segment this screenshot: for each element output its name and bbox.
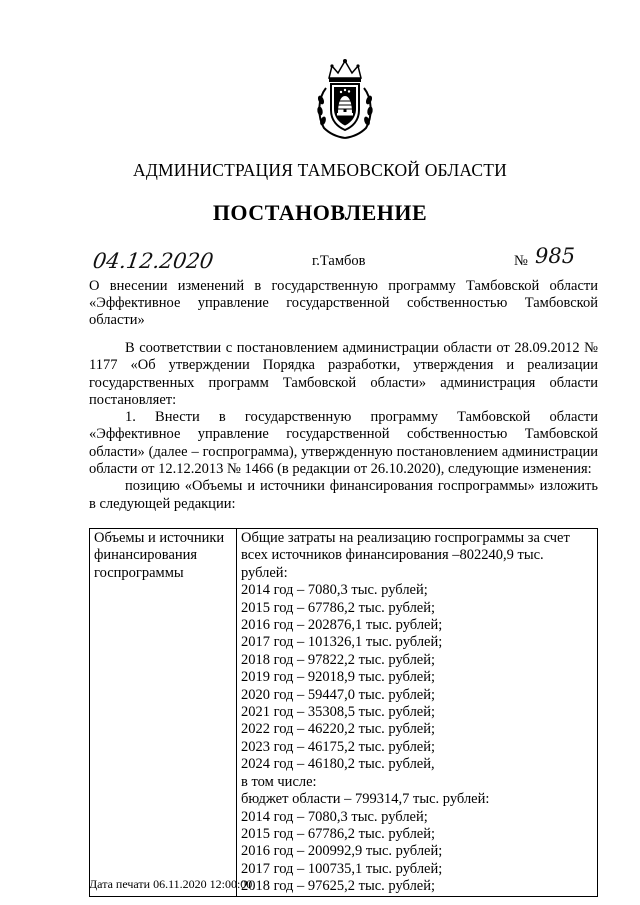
document-date: 04.12.2020 — [91, 249, 215, 273]
table-line: 2024 год – 46180,2 тыс. рублей, — [241, 756, 435, 773]
print-date: Дата печати 06.11.2020 12:00:00 — [89, 877, 253, 891]
table-line: 2018 год – 97625,2 тыс. рублей; — [241, 878, 436, 895]
table-line: в том числе: — [241, 773, 317, 790]
document-city: г.Тамбов — [312, 253, 366, 269]
organization-title: АДМИНИСТРАЦИЯ ТАМБОВСКОЙ ОБЛАСТИ — [133, 160, 507, 180]
table-line: 2019 год – 92018,9 тыс. рублей; — [241, 669, 436, 686]
document-type-title: ПОСТАНОВЛЕНИЕ — [212, 200, 428, 225]
coat-of-arms-emblem — [312, 58, 378, 140]
table-line: 2023 год – 46175,2 тыс. рублей; — [241, 738, 436, 755]
body-paragraph: 1. Внести в государственную программу Тамбовской области «Эффективное управление государственной собственностью Тамбовской области» (далее – госпрограмма), утвержденную постановлением администрации области от 12.12.2013 № 1466 (в редакции от 26.10.2020), следующие изменения: — [89, 409, 598, 478]
table-line: 2015 год – 67786,2 тыс. рублей; — [241, 825, 436, 842]
table-line: 2017 год – 100735,1 тыс. рублей; — [241, 860, 443, 877]
table-value-cell — [237, 529, 598, 897]
document-number-label: № — [514, 253, 528, 269]
document-body — [89, 340, 598, 513]
body-paragraph: В соответствии с постановлением администрации области от 28.09.2012 № 1177 «Об утверждении Порядка разработки, утверждения и реализации государственных программ Тамбовской области» администрация области постановляет: — [89, 340, 598, 408]
table-line: бюджет области – 799314,7 тыс. рублей: — [241, 791, 490, 808]
table-label-cell: Объемы и источники финансирования госпрограммы — [90, 529, 237, 897]
table-line: 2016 год – 200992,9 тыс. рублей; — [241, 843, 443, 860]
table-line: 2021 год – 35308,5 тыс. рублей; — [241, 704, 436, 721]
table-line: 2018 год – 97822,2 тыс. рублей; — [241, 651, 436, 668]
table-line: 2014 год – 7080,3 тыс. рублей; — [241, 808, 428, 825]
table-line: 2020 год – 59447,0 тыс. рублей; — [241, 686, 436, 703]
table-line: 2014 год – 7080,3 тыс. рублей; — [241, 582, 428, 599]
table-row — [90, 529, 598, 897]
table-line: 2022 год – 46220,2 тыс. рублей; — [241, 721, 436, 738]
document-number: 985 — [535, 244, 576, 268]
table-line: 2017 год – 101326,1 тыс. рублей; — [241, 634, 443, 651]
document-subject: О внесении изменений в государственную программу Тамбовской области «Эффективное управление государственной собственностью Тамбовской области» — [89, 278, 598, 328]
table-line: Общие затраты на реализацию госпрограммы за счет всех источников финансирования –802240,9 тыс. рублей: — [241, 530, 570, 581]
table-line: 2016 год – 202876,1 тыс. рублей; — [241, 617, 443, 634]
table-line: 2015 год – 67786,2 тыс. рублей; — [241, 599, 436, 616]
funding-table — [89, 528, 598, 897]
body-paragraph: позицию «Объемы и источники финансирования госпрограммы» изложить в следующей редакции: — [89, 478, 598, 512]
